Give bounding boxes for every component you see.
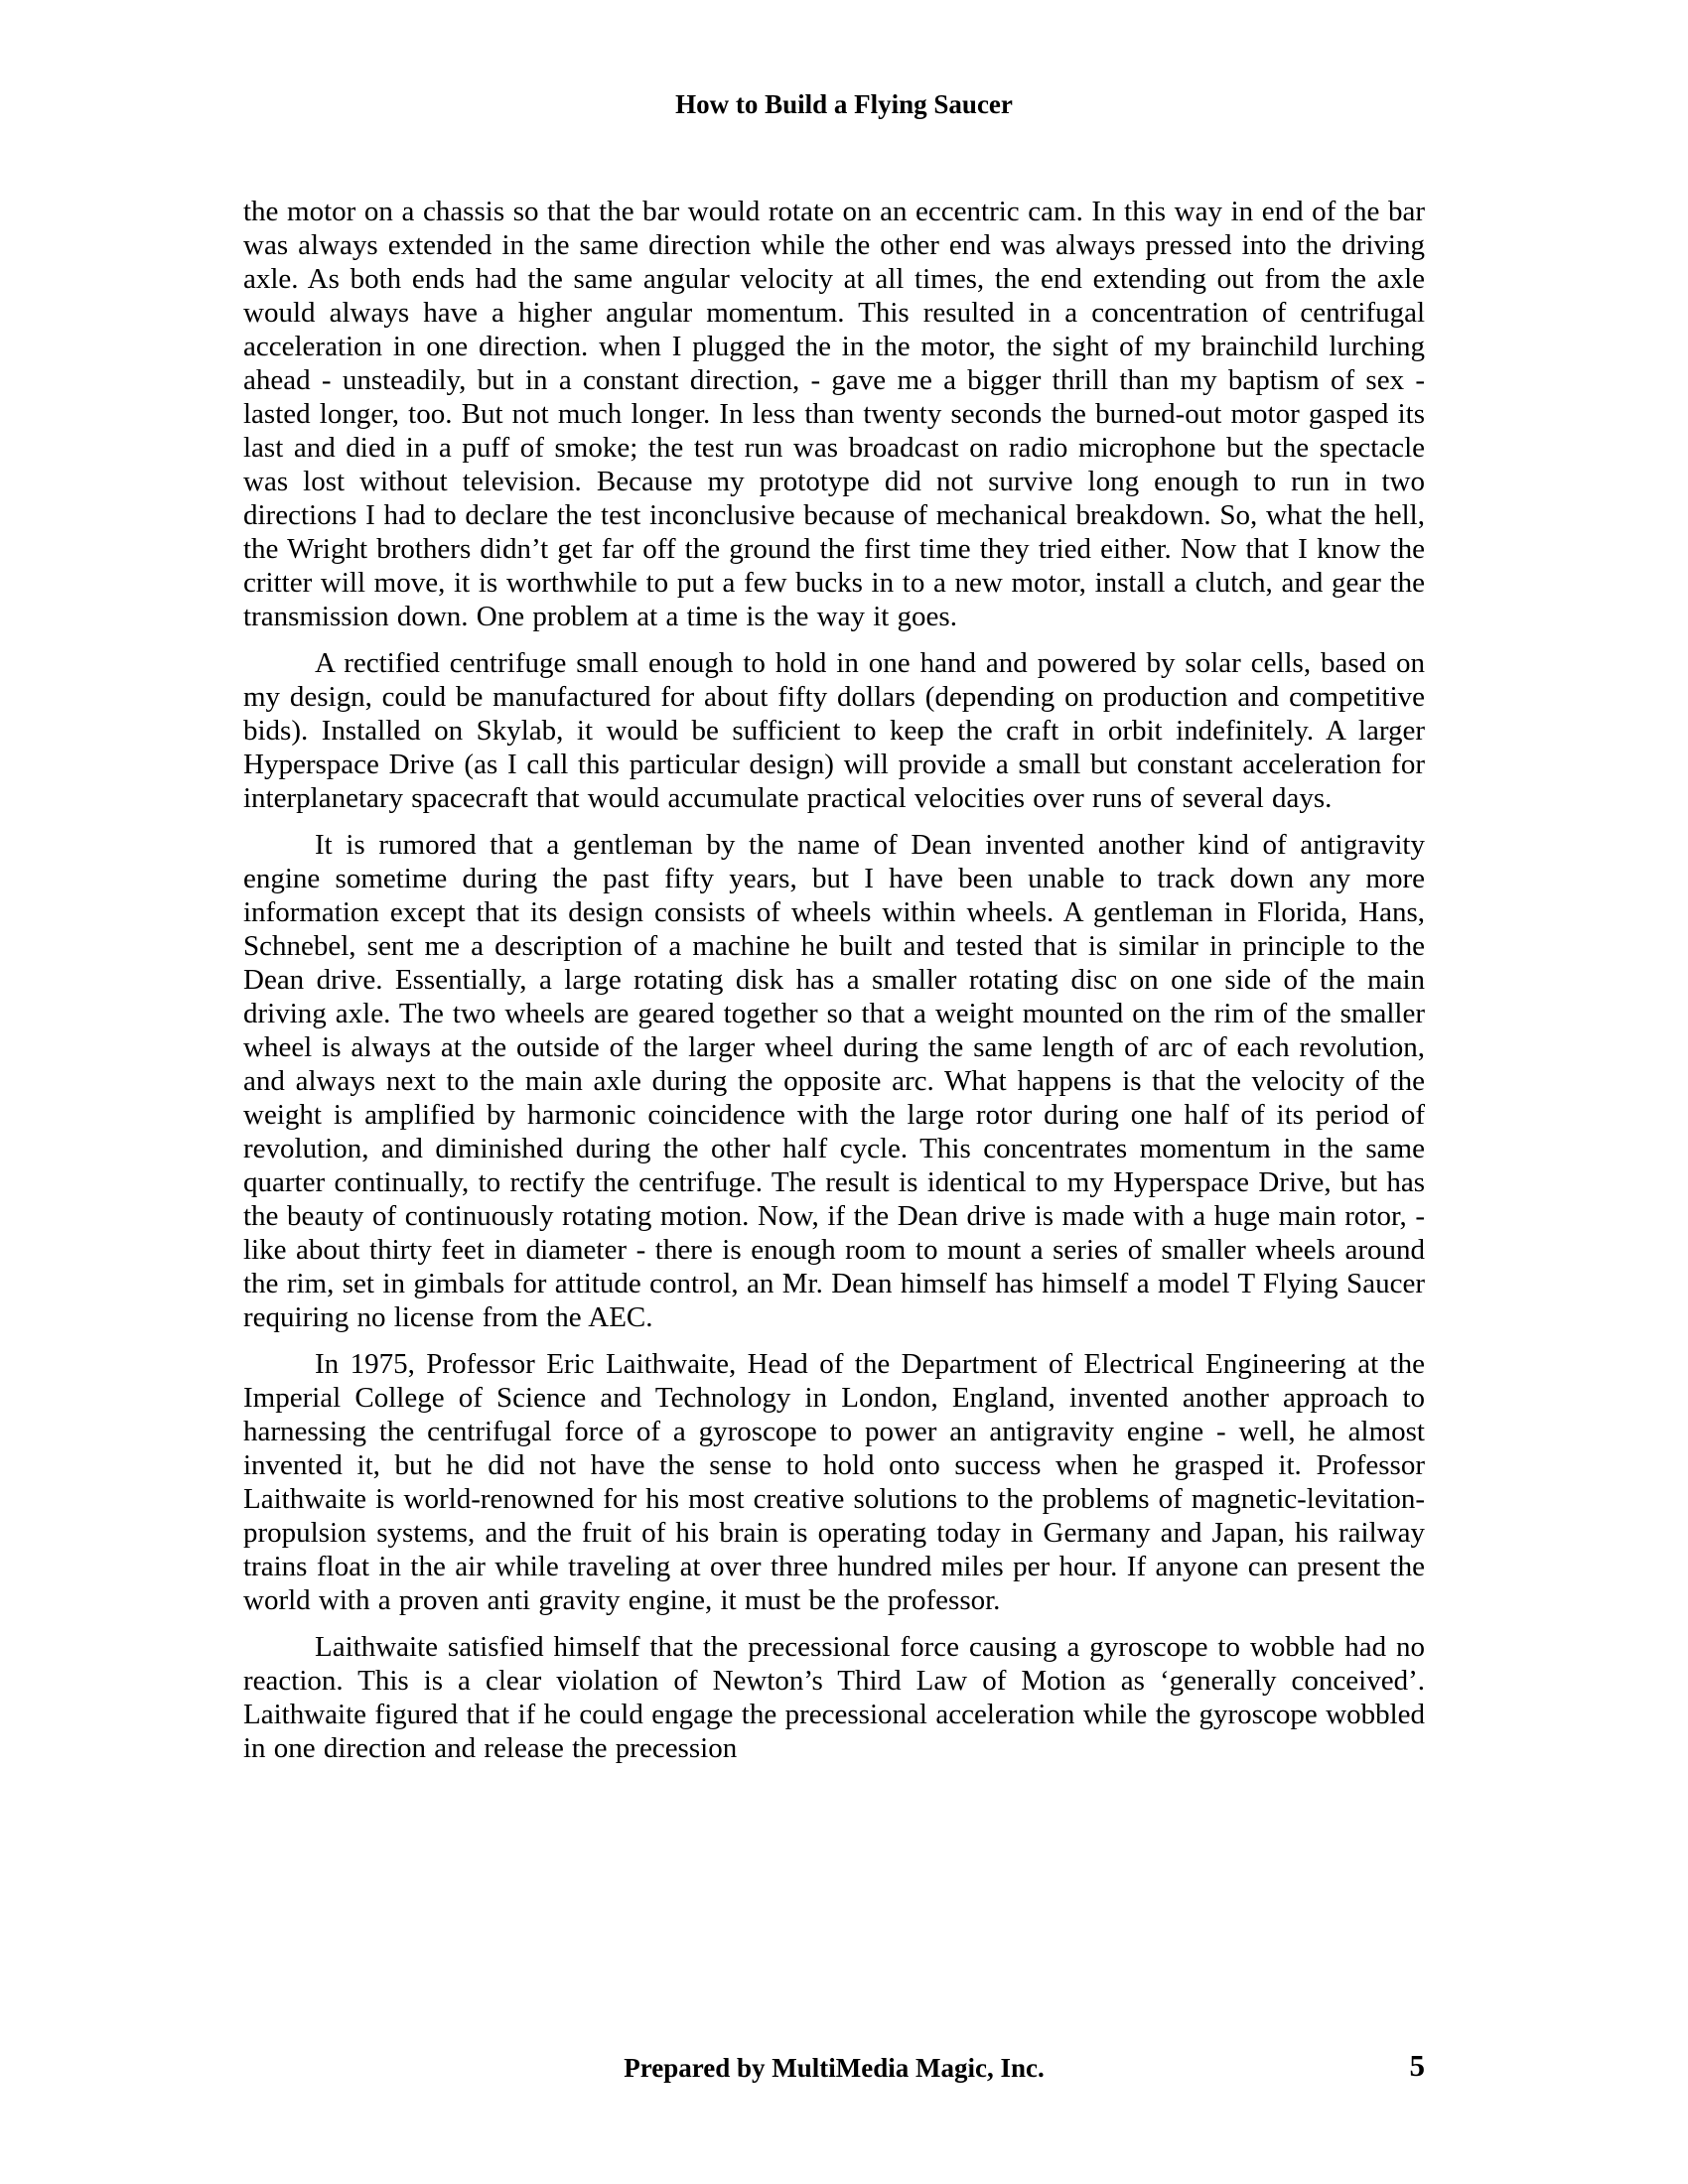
paragraph: the motor on a chassis so that the bar would rotate on an eccentric cam. In this way in end of the bar was always extended in the same direction while the other end was always pressed into the driving axle. As both ends had the same angular velocity at all times, the end extending out from the axle would always have a higher angular momentum. This resulted in a concentration of centrifugal acceleration in one direction. when I plugged the in the motor, the sight of my brainchild lurching ahead - unsteadily, but in a constant direction, - gave me a bigger thrill than my baptism of sex - lasted longer, too. But not much longer. In less than twenty seconds the burned-out motor gasped its last and died in a puff of smoke; the test run was broadcast on radio microphone but the spectacle was lost without television. Because my prototype did not survive long enough to run in two directions I had to declare the test inconclusive because of mechanical breakdown. So, what the hell, the Wright brothers didn’t get far off the ground the first time they tried either. Now that I know the critter will move, it is worthwhile to put a few bucks in to a new motor, install a clutch, and gear the transmission down. One problem at a time is the way it goes. [243, 196, 1425, 632]
footer-credit: Prepared by MultiMedia Magic, Inc. [624, 2053, 1045, 2083]
body-text [243, 195, 1425, 1778]
paragraph: In 1975, Professor Eric Laithwaite, Head of the Department of Electrical Engineering at the Imperial College of Science and Technology in London, England, invented another approach to harnessing the centrifugal force of a gyroscope to power an antigravity engine - well, he almost invented it, but he did not have the sense to hold onto success when he grasped it. Professor Laithwaite is world-renowned for his most creative solutions to the problems of magnetic-levitation-propulsion systems, and the fruit of his brain is operating today in Germany and Japan, his railway trains float in the air while traveling at over three hundred miles per hour. If anyone can present the world with a proven anti gravity engine, it must be the professor. [243, 1348, 1425, 1616]
page-footer [243, 2048, 1425, 2091]
paragraph: A rectified centrifuge small enough to hold in one hand and powered by solar cells, based on my design, could be manufactured for about fifty dollars (depending on production and competitive bids). Installed on Skylab, it would be sufficient to keep the craft in orbit indefinitely. A larger Hyperspace Drive (as I call this particular design) will provide a small but constant acceleration for interplanetary spacecraft that would accumulate practical velocities over runs of several days. [243, 647, 1425, 814]
paragraph: Laithwaite satisfied himself that the precessional force causing a gyroscope to wobble had no reaction. This is a clear violation of Newton’s Third Law of Motion as ‘generally conceived’. Laithwaite figured that if he could engage the precessional acceleration while the gyroscope wobbled in one direction and release the precession [243, 1631, 1425, 1764]
paragraph: It is rumored that a gentleman by the name of Dean invented another kind of antigravity engine sometime during the past fifty years, but I have been unable to track down any more information except that its design consists of wheels within wheels. A gentleman in Florida, Hans, Schnebel, sent me a description of a machine he built and tested that is similar in principle to the Dean drive. Essentially, a large rotating disk has a smaller rotating disc on one side of the main driving axle. The two wheels are geared together so that a weight mounted on the rim of the smaller wheel is always at the outside of the larger wheel during the same length of arc of each revolution, and always next to the main axle during the opposite arc. What happens is that the velocity of the weight is amplified by harmonic coincidence with the large rotor during one half of its period of revolution, and diminished during the other half cycle. This concentrates momentum in the same quarter continually, to rectify the centrifuge. The result is identical to my Hyperspace Drive, but has the beauty of continuously rotating motion. Now, if the Dean drive is made with a huge main rotor, - like about thirty feet in diameter - there is enough room to mount a series of smaller wheels around the rim, set in gimbals for attitude control, an Mr. Dean himself has himself a model T Flying Saucer requiring no license from the AEC. [243, 829, 1425, 1333]
page-number: 5 [1409, 2048, 1425, 2083]
page-title: How to Build a Flying Saucer [675, 89, 1013, 119]
